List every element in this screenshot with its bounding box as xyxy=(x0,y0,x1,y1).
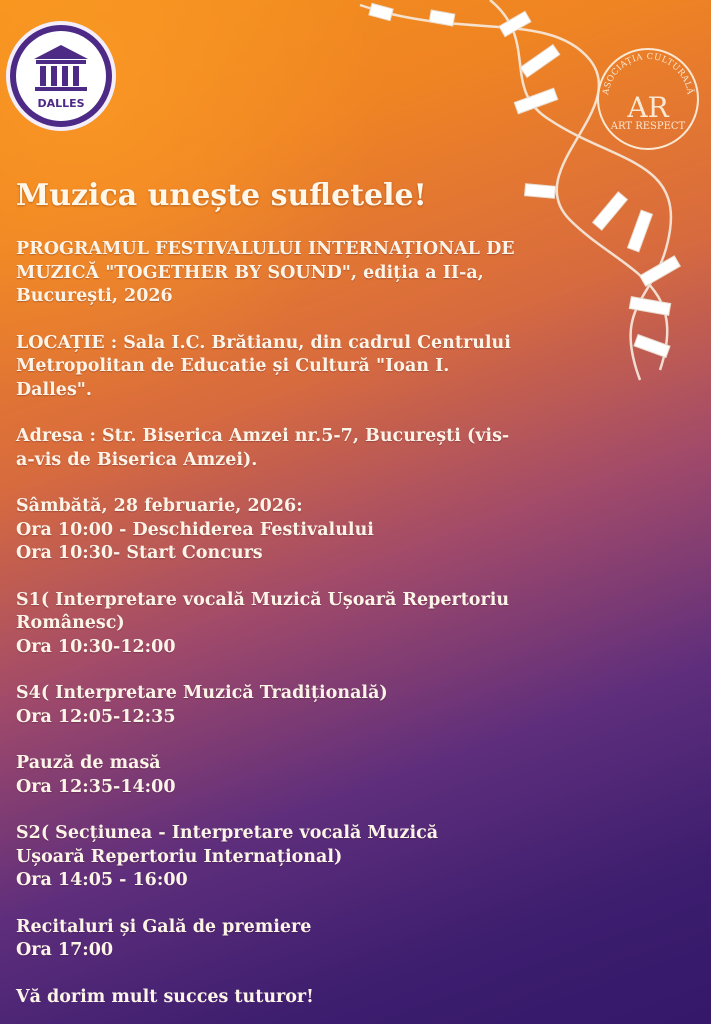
lunch-break: Pauză de masă Ora 12:35-14:00 xyxy=(16,753,176,797)
day-schedule: Sâmbătă, 28 februarie, 2026: Ora 10:00 - Deschiderea Festivalului Ora 10:30- Start Concurs xyxy=(16,496,374,563)
svg-text:ASOCIAȚIA CULTURALĂ xyxy=(601,52,697,97)
address-text: Adresa : Str. Biserica Amzei nr.5-7, București (vis- a-vis de Biserica Amzei). xyxy=(16,426,510,470)
dalles-logo xyxy=(6,21,116,131)
building-icon xyxy=(30,43,92,95)
art-respect-name: ART RESPECT xyxy=(610,121,686,132)
program-content xyxy=(16,178,561,1009)
art-respect-logo xyxy=(594,45,702,153)
location-text: LOCAȚIE : Sala I.C. Brătianu, din cadrul Centrului Metropolitan de Educatie și Cultură "Ioan I. Dalles". xyxy=(16,332,511,400)
art-respect-monogram: AR xyxy=(627,91,669,124)
program-heading: PROGRAMUL FESTIVALULUI INTERNAȚIONAL DE MUZICĂ "TOGETHER BY SOUND", ediția a II-a, București, 2026 xyxy=(16,239,515,306)
page-title: Muzica unește sufletele! xyxy=(16,178,427,213)
section-s1: S1( Interpretare vocală Muzică Ușoară Repertoriu Românesc) Ora 10:30-12:00 xyxy=(16,589,510,657)
dalles-logo-label: DALLES xyxy=(37,96,85,110)
section-s2: S2( Secțiunea - Interpretare vocală Muzică Ușoară Repertoriu Internațional) Ora 14:05 - 16:00 xyxy=(16,823,439,890)
closing-message: Vă dorim mult succes tuturor! xyxy=(16,986,314,1007)
section-s4: S4( Interpretare Muzică Tradițională) Ora 12:05-12:35 xyxy=(16,683,388,727)
art-respect-arc-text: ASOCIAȚIA CULTURALĂ xyxy=(601,51,695,96)
gala: Recitaluri și Gală de premiere Ora 17:00 xyxy=(16,916,312,960)
